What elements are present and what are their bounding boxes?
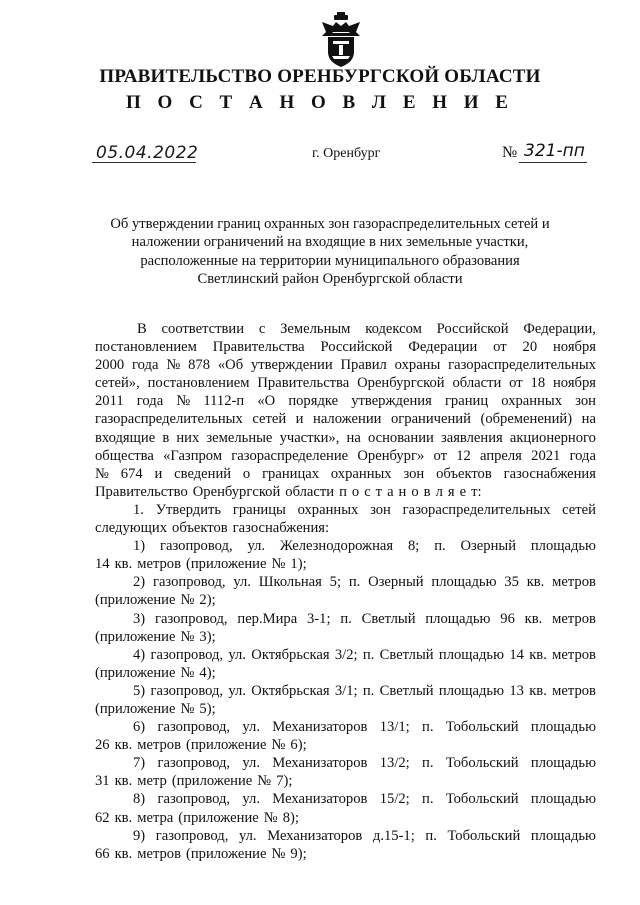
number-prefix: № (502, 144, 518, 161)
body-line: 62 кв. метра (приложение № 8); (95, 809, 299, 826)
body-line: Правительство Оренбургской области п о с т а н о в л я е т: (95, 483, 482, 500)
body-line: 8) газопровод, ул. Механизаторов 15/2; п. Тобольский площадью (133, 791, 596, 808)
subject-line: расположенные на территории муниципального образования (140, 252, 520, 269)
subject-line: наложении ограничений на входящие в них земельные участки, (131, 234, 529, 251)
body-line: 14 кв. метров (приложение № 1); (95, 556, 307, 573)
body-line: следующих объектов газоснабжения: (95, 520, 330, 537)
body-line: 6) газопровод, ул. Механизаторов 13/1; п. Тобольский площадью (133, 719, 596, 736)
body-line: 3) газопровод, пер.Мира 3-1; п. Светлый площадью 96 кв. метров (133, 610, 596, 627)
document-subject (80, 215, 580, 289)
body-line: (приложение № 3); (95, 628, 216, 645)
body-line: (приложение № 5); (95, 700, 216, 717)
organization-title: ПРАВИТЕЛЬСТВО ОРЕНБУРГСКОЙ ОБЛАСТИ (99, 66, 541, 87)
body-line: 66 кв. метров (приложение № 9); (95, 845, 307, 862)
subject-line: Светлинский район Оренбургской области (197, 271, 463, 288)
body-line: газораспределительных сетей и наложении ограничений (обременений) на (95, 411, 596, 428)
body-line: 2000 года № 878 «Об утверждении Правил охраны газораспределительных (95, 357, 596, 374)
body-line: 9) газопровод, ул. Механизаторов д.15-1; п. Тобольский площадью (133, 827, 596, 844)
body-line: постановлением Правительства Российской Федерации от 20 ноября (95, 339, 596, 356)
subject-line: Об утверждении границ охранных зон газораспределительных сетей и (110, 216, 550, 232)
body-line: 2011 года № 1112-п «О порядке утверждения границ охранных зон (95, 393, 596, 410)
body-line: 26 кв. метров (приложение № 6); (95, 737, 307, 754)
body-line: 5) газопровод, ул. Октябрьская 3/1; п. Светлый площадью 13 кв. метров (133, 682, 596, 699)
body-line: 7) газопровод, ул. Механизаторов 13/2; п. Тобольский площадью (133, 755, 596, 772)
body-line: (приложение № 4); (95, 664, 216, 681)
body-line: (приложение № 2); (95, 592, 216, 609)
body-line: В соответствии с Земельным кодексом Российской Федерации, (137, 321, 596, 337)
body-line: входящие в них земельные участки», на основании заявления акционерного (95, 429, 596, 446)
body-line: сетей», постановлением Правительства Оренбургской области от 18 ноября (95, 375, 596, 392)
coat-of-arms-emblem (318, 12, 364, 68)
body-line: 1. Утвердить границы охранных зон газораспределительных сетей (133, 501, 596, 518)
body-line: 2) газопровод, ул. Школьная 5; п. Озерный площадью 35 кв. метров (133, 574, 596, 591)
document-number: 321-пп (524, 141, 585, 161)
document-body (95, 320, 596, 863)
body-line: общества «Газпром газораспределение Оренбург» от 12 апреля 2021 года (95, 447, 596, 464)
document-date: 05.04.2022 (96, 143, 199, 163)
body-line: 31 кв. метр (приложение № 7); (95, 773, 293, 790)
document-type-heading: П О С Т А Н О В Л Е Н И Е (126, 92, 514, 113)
number-underline (519, 162, 587, 163)
body-line: 4) газопровод, ул. Октябрьская 3/2; п. Светлый площадью 14 кв. метров (133, 646, 596, 663)
document-city: г. Оренбург (312, 146, 381, 161)
body-line: № 674 и сведений о границах охранных зон объектов газоснабжения (95, 465, 596, 482)
body-line: 1) газопровод, ул. Железнодорожная 8; п. Озерный площадью (133, 538, 596, 555)
date-underline (92, 162, 196, 163)
